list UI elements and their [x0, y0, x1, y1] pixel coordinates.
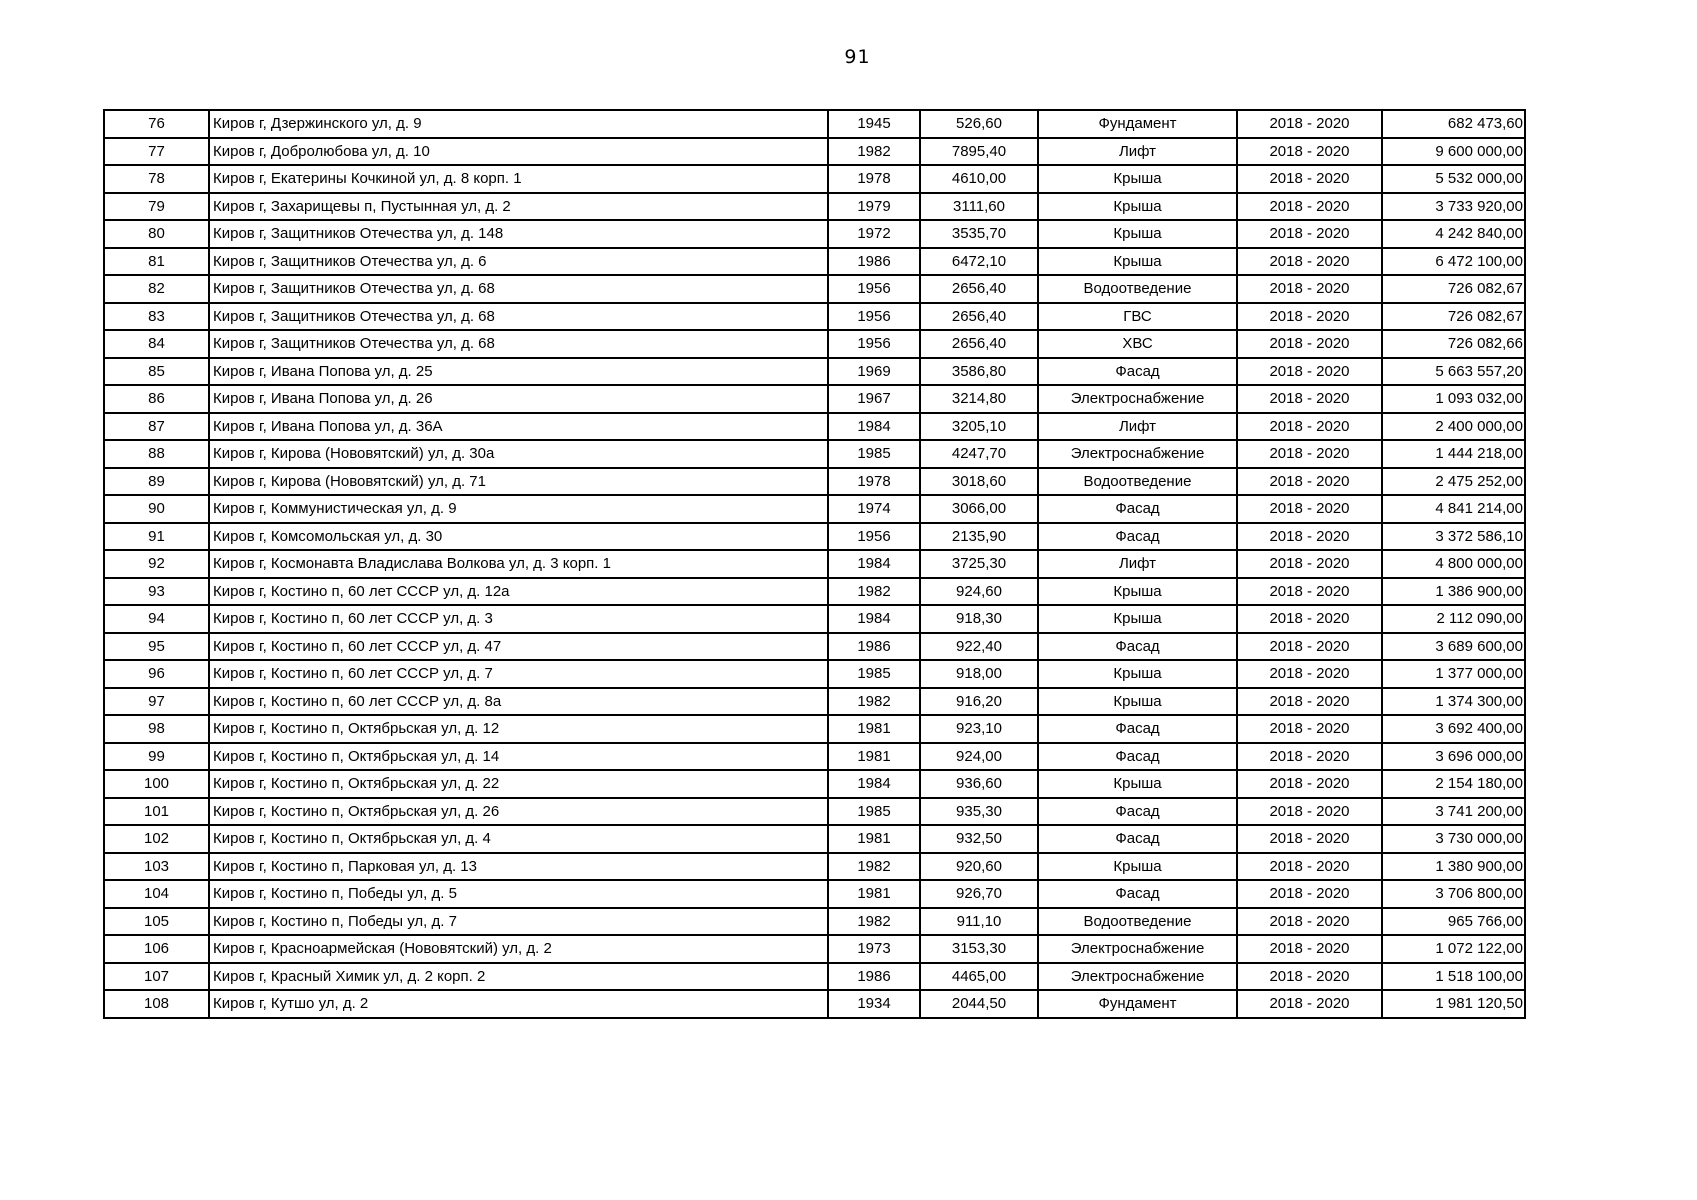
- area-cell: 2135,90: [920, 523, 1038, 551]
- area-cell: 936,60: [920, 770, 1038, 798]
- row-number-cell: 82: [104, 275, 209, 303]
- area-cell: 920,60: [920, 853, 1038, 881]
- table-row: [104, 413, 1525, 441]
- area-cell: 4610,00: [920, 165, 1038, 193]
- row-number-cell: 88: [104, 440, 209, 468]
- row-number-cell: 92: [104, 550, 209, 578]
- year-built-cell: 1969: [828, 358, 920, 386]
- address-cell: Киров г, Костино п, 60 лет СССР ул, д. 7: [209, 660, 828, 688]
- cost-cell: 682 473,60: [1382, 110, 1525, 138]
- area-cell: 2656,40: [920, 275, 1038, 303]
- area-cell: 932,50: [920, 825, 1038, 853]
- year-built-cell: 1934: [828, 990, 920, 1018]
- row-number-cell: 77: [104, 138, 209, 166]
- period-cell: 2018 - 2020: [1237, 853, 1382, 881]
- year-built-cell: 1986: [828, 963, 920, 991]
- area-cell: 3586,80: [920, 358, 1038, 386]
- address-cell: Киров г, Защитников Отечества ул, д. 148: [209, 220, 828, 248]
- work-type-cell: Фасад: [1038, 523, 1237, 551]
- table-row: [104, 358, 1525, 386]
- area-cell: 7895,40: [920, 138, 1038, 166]
- area-cell: 3018,60: [920, 468, 1038, 496]
- row-number-cell: 100: [104, 770, 209, 798]
- work-type-cell: Водоотведение: [1038, 908, 1237, 936]
- address-cell: Киров г, Костино п, Октябрьская ул, д. 22: [209, 770, 828, 798]
- table-row: [104, 440, 1525, 468]
- work-type-cell: Фасад: [1038, 358, 1237, 386]
- row-number-cell: 89: [104, 468, 209, 496]
- row-number-cell: 103: [104, 853, 209, 881]
- area-cell: 3535,70: [920, 220, 1038, 248]
- year-built-cell: 1956: [828, 330, 920, 358]
- row-number-cell: 91: [104, 523, 209, 551]
- row-number-cell: 101: [104, 798, 209, 826]
- year-built-cell: 1981: [828, 825, 920, 853]
- year-built-cell: 1956: [828, 523, 920, 551]
- area-cell: 3066,00: [920, 495, 1038, 523]
- work-type-cell: Крыша: [1038, 770, 1237, 798]
- row-number-cell: 76: [104, 110, 209, 138]
- period-cell: 2018 - 2020: [1237, 385, 1382, 413]
- table-row: [104, 385, 1525, 413]
- address-cell: Киров г, Костино п, Октябрьская ул, д. 4: [209, 825, 828, 853]
- table-row: [104, 578, 1525, 606]
- work-type-cell: Водоотведение: [1038, 275, 1237, 303]
- cost-cell: 4 841 214,00: [1382, 495, 1525, 523]
- work-type-cell: Крыша: [1038, 660, 1237, 688]
- cost-cell: 726 082,66: [1382, 330, 1525, 358]
- year-built-cell: 1984: [828, 770, 920, 798]
- period-cell: 2018 - 2020: [1237, 275, 1382, 303]
- cost-cell: 1 981 120,50: [1382, 990, 1525, 1018]
- year-built-cell: 1981: [828, 880, 920, 908]
- cost-cell: 3 689 600,00: [1382, 633, 1525, 661]
- address-cell: Киров г, Костино п, Победы ул, д. 7: [209, 908, 828, 936]
- cost-cell: 6 472 100,00: [1382, 248, 1525, 276]
- row-number-cell: 93: [104, 578, 209, 606]
- cost-cell: 5 663 557,20: [1382, 358, 1525, 386]
- work-type-cell: Электроснабжение: [1038, 385, 1237, 413]
- address-cell: Киров г, Защитников Отечества ул, д. 68: [209, 330, 828, 358]
- year-built-cell: 1956: [828, 275, 920, 303]
- year-built-cell: 1982: [828, 853, 920, 881]
- work-type-cell: Водоотведение: [1038, 468, 1237, 496]
- table-row: [104, 275, 1525, 303]
- area-cell: 2044,50: [920, 990, 1038, 1018]
- table-row: [104, 633, 1525, 661]
- work-type-cell: Фасад: [1038, 743, 1237, 771]
- repair-schedule-table-wrapper: [103, 109, 1526, 1019]
- row-number-cell: 95: [104, 633, 209, 661]
- period-cell: 2018 - 2020: [1237, 303, 1382, 331]
- address-cell: Киров г, Красноармейская (Нововятский) ул, д. 2: [209, 935, 828, 963]
- work-type-cell: Фасад: [1038, 495, 1237, 523]
- area-cell: 3205,10: [920, 413, 1038, 441]
- year-built-cell: 1984: [828, 413, 920, 441]
- area-cell: 916,20: [920, 688, 1038, 716]
- table-row: [104, 193, 1525, 221]
- row-number-cell: 83: [104, 303, 209, 331]
- table-row: [104, 825, 1525, 853]
- cost-cell: 1 444 218,00: [1382, 440, 1525, 468]
- area-cell: 922,40: [920, 633, 1038, 661]
- row-number-cell: 84: [104, 330, 209, 358]
- row-number-cell: 98: [104, 715, 209, 743]
- period-cell: 2018 - 2020: [1237, 688, 1382, 716]
- year-built-cell: 1981: [828, 743, 920, 771]
- table-row: [104, 248, 1525, 276]
- work-type-cell: ХВС: [1038, 330, 1237, 358]
- work-type-cell: Крыша: [1038, 578, 1237, 606]
- work-type-cell: Крыша: [1038, 248, 1237, 276]
- row-number-cell: 94: [104, 605, 209, 633]
- cost-cell: 1 093 032,00: [1382, 385, 1525, 413]
- area-cell: 926,70: [920, 880, 1038, 908]
- cost-cell: 726 082,67: [1382, 275, 1525, 303]
- year-built-cell: 1978: [828, 165, 920, 193]
- area-cell: 6472,10: [920, 248, 1038, 276]
- address-cell: Киров г, Кирова (Нововятский) ул, д. 71: [209, 468, 828, 496]
- row-number-cell: 86: [104, 385, 209, 413]
- row-number-cell: 107: [104, 963, 209, 991]
- table-row: [104, 330, 1525, 358]
- cost-cell: 3 696 000,00: [1382, 743, 1525, 771]
- address-cell: Киров г, Костино п, 60 лет СССР ул, д. 47: [209, 633, 828, 661]
- area-cell: 918,00: [920, 660, 1038, 688]
- period-cell: 2018 - 2020: [1237, 880, 1382, 908]
- address-cell: Киров г, Костино п, Победы ул, д. 5: [209, 880, 828, 908]
- row-number-cell: 90: [104, 495, 209, 523]
- table-row: [104, 963, 1525, 991]
- address-cell: Киров г, Комсомольская ул, д. 30: [209, 523, 828, 551]
- repair-schedule-table: [103, 109, 1526, 1019]
- period-cell: 2018 - 2020: [1237, 825, 1382, 853]
- period-cell: 2018 - 2020: [1237, 770, 1382, 798]
- period-cell: 2018 - 2020: [1237, 578, 1382, 606]
- address-cell: Киров г, Кутшо ул, д. 2: [209, 990, 828, 1018]
- year-built-cell: 1972: [828, 220, 920, 248]
- period-cell: 2018 - 2020: [1237, 523, 1382, 551]
- table-row: [104, 605, 1525, 633]
- cost-cell: 3 692 400,00: [1382, 715, 1525, 743]
- table-row: [104, 110, 1525, 138]
- cost-cell: 2 112 090,00: [1382, 605, 1525, 633]
- address-cell: Киров г, Костино п, Парковая ул, д. 13: [209, 853, 828, 881]
- row-number-cell: 85: [104, 358, 209, 386]
- year-built-cell: 1967: [828, 385, 920, 413]
- year-built-cell: 1985: [828, 440, 920, 468]
- cost-cell: 1 072 122,00: [1382, 935, 1525, 963]
- cost-cell: 1 518 100,00: [1382, 963, 1525, 991]
- work-type-cell: Фасад: [1038, 633, 1237, 661]
- row-number-cell: 81: [104, 248, 209, 276]
- year-built-cell: 1986: [828, 248, 920, 276]
- area-cell: 2656,40: [920, 303, 1038, 331]
- year-built-cell: 1985: [828, 798, 920, 826]
- work-type-cell: Фасад: [1038, 880, 1237, 908]
- period-cell: 2018 - 2020: [1237, 633, 1382, 661]
- table-row: [104, 853, 1525, 881]
- table-row: [104, 138, 1525, 166]
- work-type-cell: Фундамент: [1038, 990, 1237, 1018]
- table-row: [104, 908, 1525, 936]
- cost-cell: 4 800 000,00: [1382, 550, 1525, 578]
- period-cell: 2018 - 2020: [1237, 358, 1382, 386]
- area-cell: 3214,80: [920, 385, 1038, 413]
- address-cell: Киров г, Красный Химик ул, д. 2 корп. 2: [209, 963, 828, 991]
- table-row: [104, 688, 1525, 716]
- cost-cell: 2 154 180,00: [1382, 770, 1525, 798]
- area-cell: 3111,60: [920, 193, 1038, 221]
- address-cell: Киров г, Ивана Попова ул, д. 26: [209, 385, 828, 413]
- period-cell: 2018 - 2020: [1237, 248, 1382, 276]
- cost-cell: 3 741 200,00: [1382, 798, 1525, 826]
- cost-cell: 965 766,00: [1382, 908, 1525, 936]
- table-row: [104, 715, 1525, 743]
- table-row: [104, 550, 1525, 578]
- address-cell: Киров г, Космонавта Владислава Волкова ул, д. 3 корп. 1: [209, 550, 828, 578]
- address-cell: Киров г, Защитников Отечества ул, д. 6: [209, 248, 828, 276]
- cost-cell: 1 374 300,00: [1382, 688, 1525, 716]
- cost-cell: 726 082,67: [1382, 303, 1525, 331]
- table-row: [104, 990, 1525, 1018]
- table-row: [104, 303, 1525, 331]
- year-built-cell: 1945: [828, 110, 920, 138]
- work-type-cell: Фасад: [1038, 825, 1237, 853]
- table-body: [104, 110, 1525, 1018]
- address-cell: Киров г, Кирова (Нововятский) ул, д. 30а: [209, 440, 828, 468]
- period-cell: 2018 - 2020: [1237, 605, 1382, 633]
- area-cell: 3725,30: [920, 550, 1038, 578]
- cost-cell: 2 475 252,00: [1382, 468, 1525, 496]
- year-built-cell: 1986: [828, 633, 920, 661]
- row-number-cell: 96: [104, 660, 209, 688]
- row-number-cell: 105: [104, 908, 209, 936]
- address-cell: Киров г, Костино п, Октябрьская ул, д. 14: [209, 743, 828, 771]
- work-type-cell: Лифт: [1038, 550, 1237, 578]
- cost-cell: 9 600 000,00: [1382, 138, 1525, 166]
- address-cell: Киров г, Костино п, Октябрьская ул, д. 26: [209, 798, 828, 826]
- year-built-cell: 1982: [828, 908, 920, 936]
- table-row: [104, 495, 1525, 523]
- year-built-cell: 1982: [828, 688, 920, 716]
- work-type-cell: Крыша: [1038, 220, 1237, 248]
- table-row: [104, 220, 1525, 248]
- address-cell: Киров г, Добролюбова ул, д. 10: [209, 138, 828, 166]
- cost-cell: 3 706 800,00: [1382, 880, 1525, 908]
- year-built-cell: 1973: [828, 935, 920, 963]
- table-row: [104, 468, 1525, 496]
- area-cell: 924,60: [920, 578, 1038, 606]
- period-cell: 2018 - 2020: [1237, 715, 1382, 743]
- period-cell: 2018 - 2020: [1237, 550, 1382, 578]
- area-cell: 935,30: [920, 798, 1038, 826]
- area-cell: 3153,30: [920, 935, 1038, 963]
- period-cell: 2018 - 2020: [1237, 798, 1382, 826]
- year-built-cell: 1979: [828, 193, 920, 221]
- work-type-cell: Фасад: [1038, 715, 1237, 743]
- row-number-cell: 99: [104, 743, 209, 771]
- period-cell: 2018 - 2020: [1237, 990, 1382, 1018]
- area-cell: 4247,70: [920, 440, 1038, 468]
- year-built-cell: 1956: [828, 303, 920, 331]
- work-type-cell: Электроснабжение: [1038, 963, 1237, 991]
- area-cell: 924,00: [920, 743, 1038, 771]
- row-number-cell: 87: [104, 413, 209, 441]
- row-number-cell: 102: [104, 825, 209, 853]
- year-built-cell: 1982: [828, 578, 920, 606]
- period-cell: 2018 - 2020: [1237, 330, 1382, 358]
- cost-cell: 3 372 586,10: [1382, 523, 1525, 551]
- period-cell: 2018 - 2020: [1237, 413, 1382, 441]
- table-row: [104, 743, 1525, 771]
- year-built-cell: 1974: [828, 495, 920, 523]
- cost-cell: 3 733 920,00: [1382, 193, 1525, 221]
- period-cell: 2018 - 2020: [1237, 495, 1382, 523]
- work-type-cell: Фасад: [1038, 798, 1237, 826]
- area-cell: 2656,40: [920, 330, 1038, 358]
- address-cell: Киров г, Защитников Отечества ул, д. 68: [209, 275, 828, 303]
- year-built-cell: 1984: [828, 550, 920, 578]
- work-type-cell: Крыша: [1038, 605, 1237, 633]
- work-type-cell: Крыша: [1038, 193, 1237, 221]
- address-cell: Киров г, Коммунистическая ул, д. 9: [209, 495, 828, 523]
- work-type-cell: Электроснабжение: [1038, 935, 1237, 963]
- area-cell: 923,10: [920, 715, 1038, 743]
- period-cell: 2018 - 2020: [1237, 963, 1382, 991]
- year-built-cell: 1982: [828, 138, 920, 166]
- row-number-cell: 108: [104, 990, 209, 1018]
- address-cell: Киров г, Захарищевы п, Пустынная ул, д. 2: [209, 193, 828, 221]
- table-row: [104, 798, 1525, 826]
- area-cell: 4465,00: [920, 963, 1038, 991]
- year-built-cell: 1981: [828, 715, 920, 743]
- work-type-cell: Крыша: [1038, 165, 1237, 193]
- row-number-cell: 106: [104, 935, 209, 963]
- period-cell: 2018 - 2020: [1237, 908, 1382, 936]
- address-cell: Киров г, Дзержинского ул, д. 9: [209, 110, 828, 138]
- address-cell: Киров г, Костино п, Октябрьская ул, д. 12: [209, 715, 828, 743]
- cost-cell: 1 386 900,00: [1382, 578, 1525, 606]
- area-cell: 911,10: [920, 908, 1038, 936]
- table-row: [104, 660, 1525, 688]
- row-number-cell: 104: [104, 880, 209, 908]
- address-cell: Киров г, Костино п, 60 лет СССР ул, д. 12а: [209, 578, 828, 606]
- cost-cell: 4 242 840,00: [1382, 220, 1525, 248]
- address-cell: Киров г, Ивана Попова ул, д. 25: [209, 358, 828, 386]
- work-type-cell: Фундамент: [1038, 110, 1237, 138]
- cost-cell: 2 400 000,00: [1382, 413, 1525, 441]
- table-row: [104, 880, 1525, 908]
- year-built-cell: 1978: [828, 468, 920, 496]
- period-cell: 2018 - 2020: [1237, 743, 1382, 771]
- table-row: [104, 165, 1525, 193]
- cost-cell: 3 730 000,00: [1382, 825, 1525, 853]
- work-type-cell: Крыша: [1038, 688, 1237, 716]
- row-number-cell: 97: [104, 688, 209, 716]
- address-cell: Киров г, Костино п, 60 лет СССР ул, д. 8а: [209, 688, 828, 716]
- row-number-cell: 80: [104, 220, 209, 248]
- row-number-cell: 79: [104, 193, 209, 221]
- row-number-cell: 78: [104, 165, 209, 193]
- cost-cell: 1 377 000,00: [1382, 660, 1525, 688]
- year-built-cell: 1985: [828, 660, 920, 688]
- work-type-cell: ГВС: [1038, 303, 1237, 331]
- work-type-cell: Электроснабжение: [1038, 440, 1237, 468]
- area-cell: 918,30: [920, 605, 1038, 633]
- year-built-cell: 1984: [828, 605, 920, 633]
- period-cell: 2018 - 2020: [1237, 138, 1382, 166]
- address-cell: Киров г, Ивана Попова ул, д. 36А: [209, 413, 828, 441]
- address-cell: Киров г, Защитников Отечества ул, д. 68: [209, 303, 828, 331]
- work-type-cell: Крыша: [1038, 853, 1237, 881]
- period-cell: 2018 - 2020: [1237, 468, 1382, 496]
- period-cell: 2018 - 2020: [1237, 440, 1382, 468]
- area-cell: 526,60: [920, 110, 1038, 138]
- cost-cell: 1 380 900,00: [1382, 853, 1525, 881]
- table-row: [104, 770, 1525, 798]
- address-cell: Киров г, Екатерины Кочкиной ул, д. 8 корп. 1: [209, 165, 828, 193]
- page-number: 91: [844, 46, 871, 68]
- work-type-cell: Лифт: [1038, 138, 1237, 166]
- period-cell: 2018 - 2020: [1237, 165, 1382, 193]
- table-row: [104, 935, 1525, 963]
- period-cell: 2018 - 2020: [1237, 193, 1382, 221]
- period-cell: 2018 - 2020: [1237, 660, 1382, 688]
- period-cell: 2018 - 2020: [1237, 220, 1382, 248]
- table-row: [104, 523, 1525, 551]
- cost-cell: 5 532 000,00: [1382, 165, 1525, 193]
- period-cell: 2018 - 2020: [1237, 935, 1382, 963]
- address-cell: Киров г, Костино п, 60 лет СССР ул, д. 3: [209, 605, 828, 633]
- period-cell: 2018 - 2020: [1237, 110, 1382, 138]
- work-type-cell: Лифт: [1038, 413, 1237, 441]
